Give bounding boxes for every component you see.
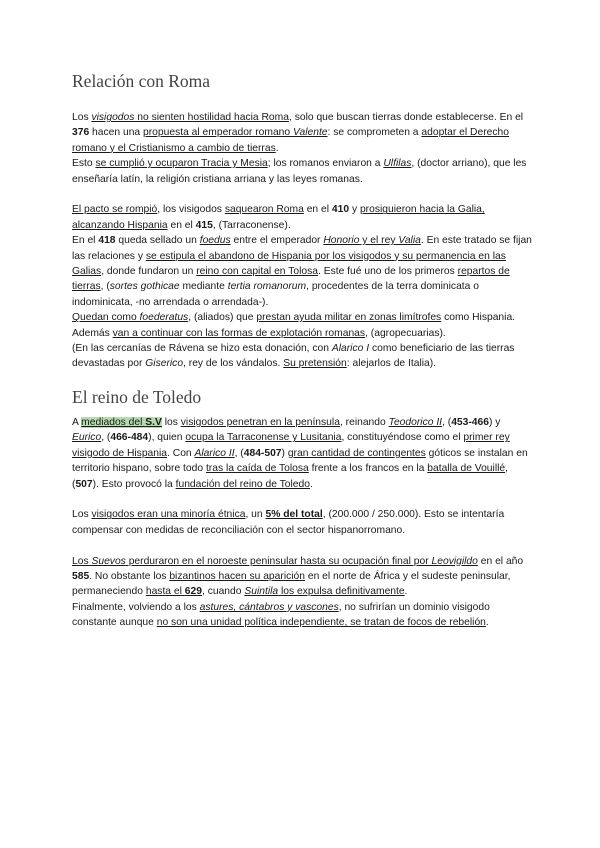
- text-run: .: [485, 617, 489, 629]
- text-run: se estipula el abandono de Hispania por los visigodos y su permanencia en las Galias: [72, 250, 506, 278]
- text-run: adoptar el Derecho romano y el Cristianismo a cambio de tierras: [72, 127, 509, 154]
- text-run: , (: [101, 432, 111, 444]
- text-run: en el: [303, 204, 332, 216]
- text-run: Alarico II: [194, 447, 235, 459]
- text-run: 585: [72, 571, 90, 583]
- text-run: Valia: [398, 235, 421, 247]
- text-run: foederatus: [139, 312, 189, 324]
- text-run: . En este tratado se fijan las relaciones y: [72, 235, 532, 262]
- text-run: , los visigodos: [157, 204, 225, 216]
- text-run: góticos se instalan en territorio hispano, sobre todo: [72, 447, 528, 475]
- text-run: 629: [184, 586, 202, 598]
- text-run: .: [275, 142, 279, 154]
- text-run: , (agropecuarias).: [365, 327, 446, 339]
- text-run: y el rey: [359, 235, 399, 247]
- text-run: primer rey visigodo de Hispania: [72, 432, 510, 459]
- text-run: van a continuar con las formas de explotación romanas: [112, 327, 366, 339]
- text-run: Ulfilas: [383, 158, 412, 170]
- paragraph: [72, 554, 532, 631]
- text-run: , (doctor arriano), que les enseñaría latín, la religión cristiana arriana y las leyes romanas.: [72, 158, 527, 185]
- paragraph: [72, 202, 532, 371]
- text-run: , (: [100, 281, 110, 293]
- text-run: queda sellado un: [115, 235, 200, 247]
- section-body-relacion-roma: [72, 110, 532, 387]
- text-run: Valente: [292, 127, 328, 139]
- text-run: 5% del total: [265, 509, 323, 521]
- text-run: astures, cántabros y vascones: [199, 601, 339, 613]
- text-run: 507: [75, 478, 93, 490]
- text-run: no sienten hostilidad hacia Roma: [134, 112, 289, 123]
- text-run: repartos de tierras: [72, 266, 510, 293]
- text-run: .: [309, 478, 313, 490]
- text-run: entre el emperador: [230, 235, 324, 247]
- text-run: prestan ayuda militar en zonas limítrofes: [256, 312, 442, 324]
- text-run: frente a los francos en la: [308, 463, 428, 475]
- text-run: y: [349, 204, 360, 216]
- text-run: en el: [167, 219, 196, 231]
- text-run: . No obstante los: [89, 571, 170, 583]
- section-title-reino-toledo: El reino de Toledo: [72, 387, 202, 407]
- text-run: fundación del reino de Toledo: [175, 478, 310, 490]
- text-run: (En las cercanías de Rávena se hizo esta donación, con: [72, 343, 332, 355]
- text-run: ; los romanos enviaron a: [267, 158, 384, 170]
- text-run: , (Tarraconense).: [212, 219, 291, 231]
- text-run: .: [404, 586, 408, 598]
- text-run: : se comprometen a: [327, 127, 422, 139]
- text-run: en el norte de África y el sudeste peninsular, permaneciendo: [72, 571, 511, 598]
- text-run: A: [72, 417, 82, 428]
- text-run: , un: [245, 509, 266, 521]
- text-run: Teodorico II: [388, 417, 443, 428]
- text-run: visigodos: [91, 112, 135, 123]
- text-run: Los: [72, 555, 92, 567]
- text-run: En el: [72, 235, 99, 247]
- text-run: propuesta al emperador romano: [143, 127, 293, 139]
- text-run: los expulsa definitivamente: [278, 586, 405, 598]
- text-run: como Hispania. Además: [72, 312, 516, 339]
- text-run: , cuando: [201, 586, 245, 598]
- text-run: los: [161, 417, 181, 428]
- text-run: , (: [442, 417, 452, 428]
- text-run: batalla de Vouillé: [427, 463, 506, 475]
- text-run: ocupa la Tarraconense y Lusitania: [185, 432, 342, 444]
- text-run: 418: [98, 235, 116, 247]
- text-run: Suintila: [244, 586, 279, 598]
- text-run: , (: [72, 463, 509, 490]
- text-run: Eurico: [72, 432, 102, 444]
- text-run: Giserico: [145, 358, 184, 370]
- section-title-relacion-roma: Relación con Roma: [72, 71, 211, 91]
- text-run: en el año: [477, 555, 524, 567]
- section-body-reino-toledo: [72, 415, 532, 646]
- text-run: Quedan como: [72, 312, 140, 324]
- text-run: ): [281, 447, 288, 459]
- text-run: Finalmente, volviendo a los: [72, 601, 200, 613]
- text-run: ), quien: [148, 432, 186, 444]
- text-run: Los: [72, 112, 92, 123]
- text-run: ). Esto provocó la: [92, 478, 176, 490]
- text-run: visigodos eran una minoría étnica: [91, 509, 246, 521]
- text-run: Los: [72, 509, 92, 521]
- text-run: , constituyéndose como el: [341, 432, 464, 444]
- text-run: sortes gothicae: [109, 281, 180, 293]
- paragraph: [72, 507, 532, 538]
- text-run: , (200.000 / 250.000). Esto se intentaría compensar con medidas de reconciliación con el sector hispanorromano.: [72, 509, 505, 536]
- text-run: gran cantidad de contingentes: [287, 447, 426, 459]
- text-run: . Este fué uno de los primeros: [317, 266, 458, 278]
- text-run: , (: [234, 447, 244, 459]
- text-run: hasta el: [145, 586, 185, 598]
- text-run: 410: [331, 204, 350, 216]
- paragraph: [72, 415, 532, 492]
- text-run: . Con: [167, 447, 195, 459]
- text-run: 484-507: [243, 447, 282, 459]
- text-run: prosiguieron hacia la Galia, alcanzando Hispania: [72, 204, 485, 231]
- text-run: 466-484: [110, 432, 149, 444]
- text-run: , donde fundaron un: [101, 266, 197, 278]
- text-run: como beneficiario de las tierras devastadas por: [72, 343, 515, 370]
- text-run: , solo que buscan tierras donde establecerse. En el: [288, 112, 524, 123]
- text-run: visigodos penetran en la península: [180, 417, 340, 428]
- text-run: Leovigildo: [431, 555, 478, 567]
- text-run: hacen una: [89, 127, 144, 139]
- text-run: no son una unidad política independiente, se tratan de focos de rebelión: [156, 617, 486, 629]
- text-run: Alarico I: [331, 343, 370, 355]
- text-run: mediados del: [81, 417, 146, 428]
- text-run: Suevos: [91, 555, 126, 567]
- text-run: , (aliados) que: [188, 312, 257, 324]
- text-run: , procedentes de la terra dominicata o indominicata, -no arrendada o arrendada-).: [72, 281, 479, 308]
- text-run: se cumplió y ocuparon Tracia y Mesia: [95, 158, 268, 170]
- text-run: mediante: [179, 281, 228, 293]
- text-run: 415: [195, 219, 213, 231]
- text-run: bizantinos hacen su aparición: [169, 571, 305, 583]
- text-run: reino con capital en Tolosa: [196, 266, 318, 278]
- text-run: , no sufrirían un dominio visigodo constante aunque: [72, 601, 490, 629]
- text-run: tertia romanorum: [227, 281, 307, 293]
- text-run: perduraron en el noroeste peninsular hasta su ocupación final por: [125, 555, 432, 567]
- text-run: S.V: [145, 417, 162, 428]
- text-run: Su pretensión: [283, 358, 347, 370]
- text-run: foedus: [199, 235, 231, 247]
- text-run: 453-466: [451, 417, 489, 428]
- paragraph: [72, 110, 532, 187]
- text-run: saquearon Roma: [224, 204, 304, 216]
- text-run: tras la caída de Tolosa: [205, 463, 309, 475]
- text-run: , rey de los vándalos.: [183, 358, 284, 370]
- text-run: ) y: [489, 417, 501, 428]
- text-run: , reinando: [339, 417, 389, 428]
- text-run: 376: [72, 127, 90, 139]
- text-run: Honorio: [323, 235, 360, 247]
- text-run: Esto: [72, 158, 96, 170]
- text-run: : alejarlos de Italia).: [346, 358, 437, 370]
- text-run: El pacto se rompió: [72, 204, 158, 216]
